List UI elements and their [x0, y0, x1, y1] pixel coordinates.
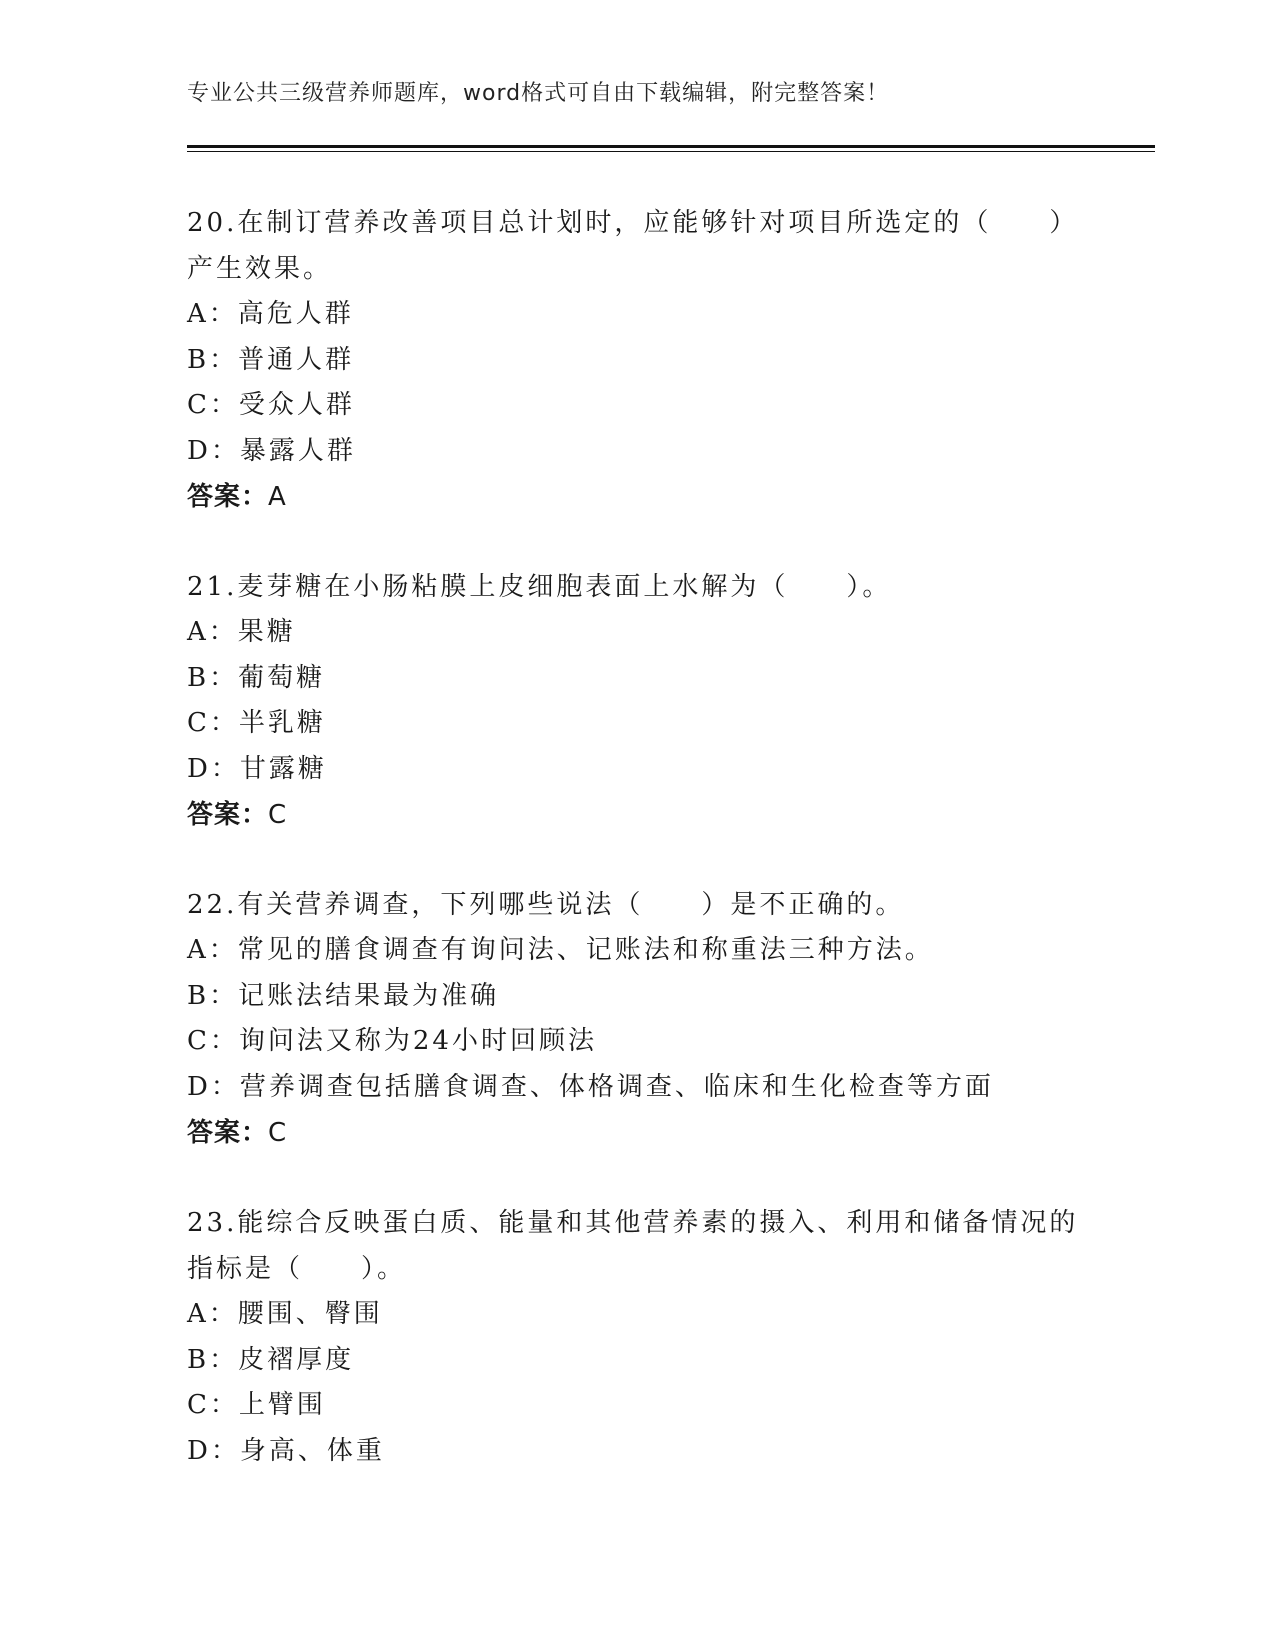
answer-label: 答案：	[187, 482, 269, 512]
option-b: B：记账法结果最为准确	[187, 980, 500, 1011]
option-b: B：葡萄糖	[187, 662, 326, 693]
answer-value: C	[268, 1118, 288, 1148]
question-21	[187, 564, 1107, 838]
question-stem: 23.能综合反映蛋白质、能量和其他营养素的摄入、利用和储备情况的指标是（ ）。	[187, 1208, 1079, 1284]
answer-label: 答案：	[187, 800, 269, 830]
question-stem: 22.有关营养调查，下列哪些说法（ ）是不正确的。	[187, 890, 905, 920]
option-d: D：甘露糖	[187, 753, 327, 784]
option-a: A：高危人群	[187, 299, 354, 329]
option-d: D：营养调查包括膳食调查、体格调查、临床和生化检查等方面	[187, 1071, 994, 1102]
question-stem: 20.在制订营养改善项目总计划时，应能够针对项目所选定的（ ）产生效果。	[187, 208, 1079, 284]
question-23	[187, 1200, 1107, 1474]
answer-label: 答案：	[187, 1118, 269, 1148]
question-20	[187, 200, 1107, 520]
option-d: D：暴露人群	[187, 435, 356, 466]
option-c: C：受众人群	[187, 390, 355, 420]
option-a: A：果糖	[187, 617, 296, 647]
option-d: D：身高、体重	[187, 1435, 385, 1466]
answer-value: A	[268, 482, 287, 512]
option-a: A：常见的膳食调查有询问法、记账法和称重法三种方法。	[187, 935, 934, 965]
option-c: C：询问法又称为24小时回顾法	[187, 1026, 597, 1056]
header-divider	[187, 145, 1155, 148]
option-c: C：上臂围	[187, 1390, 326, 1420]
option-b: B：皮褶厚度	[187, 1344, 355, 1375]
answer-line	[187, 474, 1107, 520]
answer-line	[187, 1110, 1107, 1156]
option-a: A：腰围、臀围	[187, 1299, 383, 1329]
answer-value: C	[268, 800, 288, 830]
question-list	[187, 200, 1107, 1518]
question-stem: 21.麦芽糖在小肠粘膜上皮细胞表面上水解为（ ）。	[187, 572, 892, 602]
question-22	[187, 882, 1107, 1156]
option-c: C：半乳糖	[187, 708, 326, 738]
page-header: 专业公共三级营养师题库，word格式可自由下载编辑，附完整答案！	[187, 81, 890, 106]
answer-line	[187, 792, 1107, 838]
option-b: B：普通人群	[187, 344, 355, 375]
